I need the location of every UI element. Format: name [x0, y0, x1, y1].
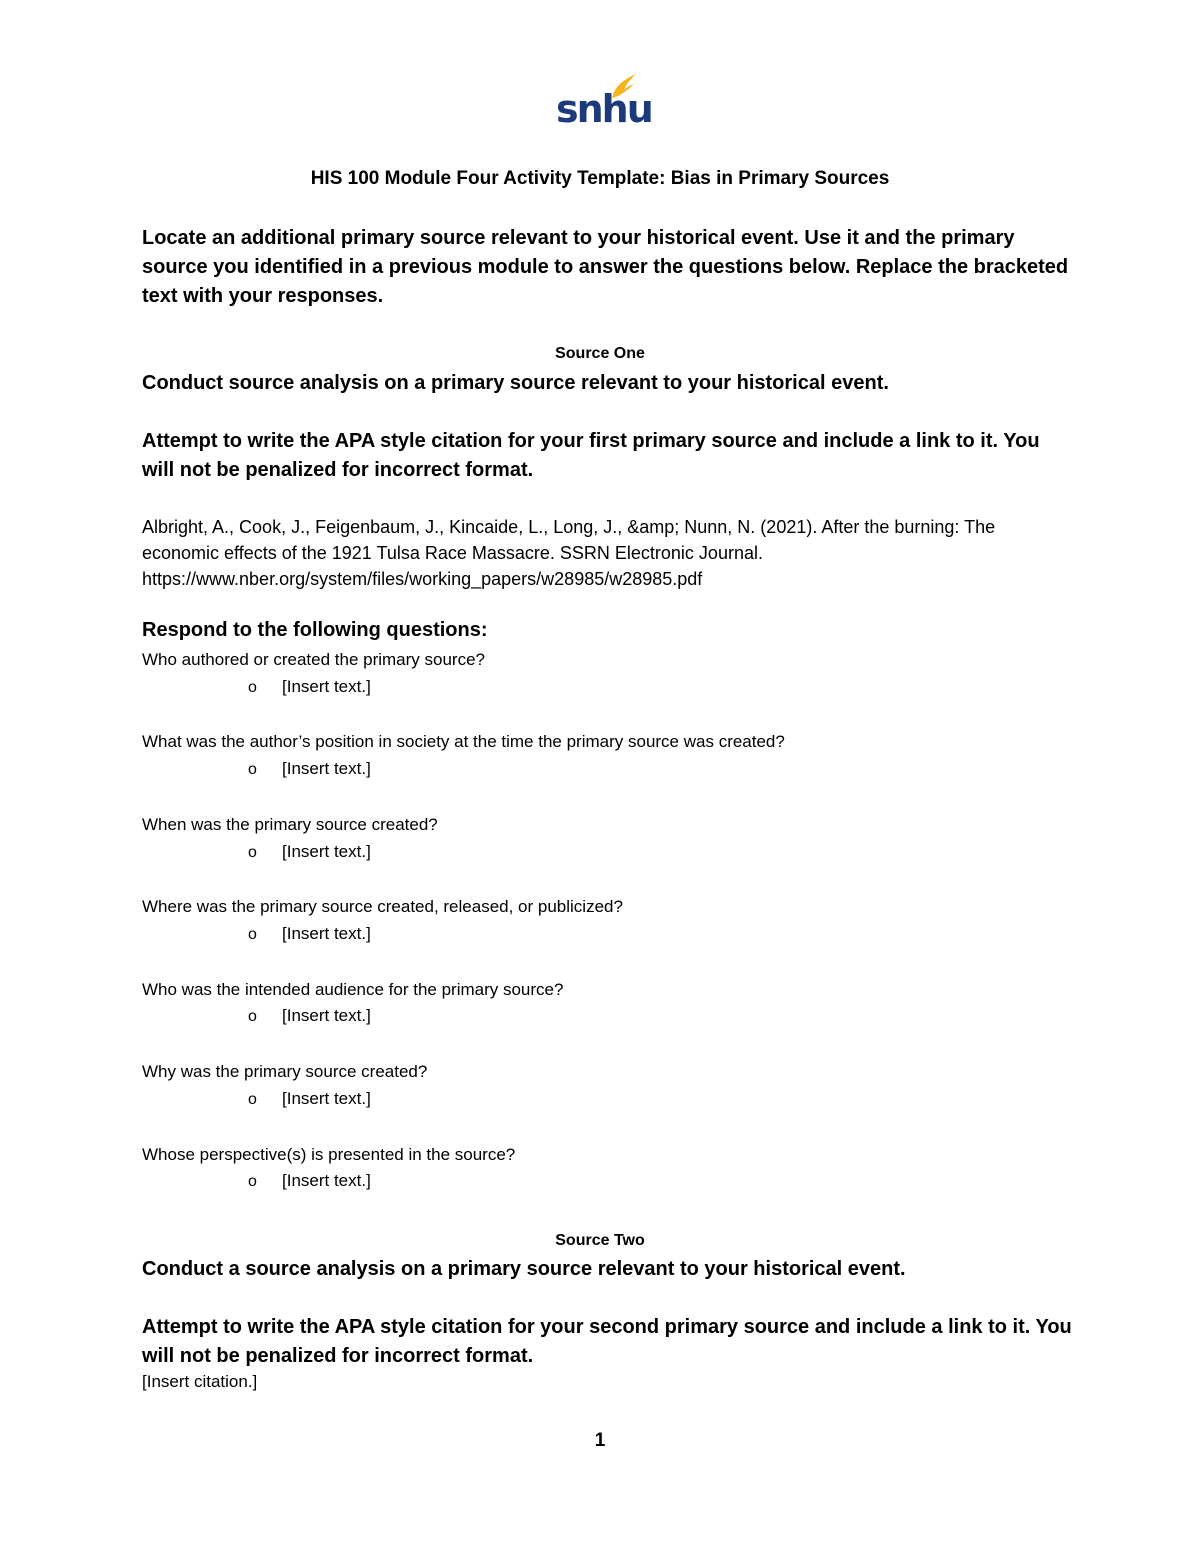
answer-placeholder[interactable]: [Insert text.]	[282, 924, 371, 943]
question-text: When was the primary source created?	[142, 815, 438, 834]
answer-placeholder[interactable]: [Insert text.]	[282, 1089, 371, 1108]
answer-placeholder[interactable]: [Insert text.]	[282, 759, 371, 778]
answer-item	[248, 677, 371, 697]
answer-item	[248, 759, 371, 779]
logo-text: snhu	[556, 87, 652, 131]
document-title: HIS 100 Module Four Activity Template: Bias in Primary Sources	[310, 168, 890, 189]
bullet: o	[248, 926, 257, 943]
question-text: What was the author’s position in society at the time the primary source was created?	[142, 732, 785, 751]
bullet: o	[248, 679, 257, 696]
answer-item	[248, 842, 371, 862]
citation-link[interactable]: https://www.nber.org/system/files/working_papers/w28985/w28985.pdf	[142, 569, 703, 589]
source-two-heading: Source Two	[555, 1232, 645, 1249]
question-text: Who was the intended audience for the primary source?	[142, 980, 564, 999]
citation-line: Albright, A., Cook, J., Feigenbaum, J., Kincaide, L., Long, J., &amp; Nunn, N. (2021). After the burning: The	[142, 517, 996, 537]
bullet: o	[248, 1091, 257, 1108]
source-one-heading: Source One	[555, 345, 645, 362]
answer-placeholder[interactable]: [Insert text.]	[282, 677, 371, 696]
page-number: 1	[594, 1430, 606, 1451]
source-two-citation-prompt: Attempt to write the APA style citation for your second primary source and include a link to it. You will not be penalized for incorrect format.	[142, 1316, 1072, 1367]
answer-item	[248, 1006, 371, 1026]
question-text: Where was the primary source created, released, or publicized?	[142, 897, 623, 916]
answer-placeholder[interactable]: [Insert text.]	[282, 1006, 371, 1025]
source-one-instruction: Conduct source analysis on a primary source relevant to your historical event.	[142, 372, 889, 394]
flame-icon	[608, 72, 638, 102]
answer-item	[248, 924, 371, 944]
question-text: Why was the primary source created?	[142, 1062, 428, 1081]
respond-heading: Respond to the following questions:	[142, 619, 488, 641]
source-one-citation	[142, 514, 1082, 592]
citation-line: economic effects of the 1921 Tulsa Race Massacre. SSRN Electronic Journal.	[142, 543, 763, 563]
answer-placeholder[interactable]: [Insert text.]	[282, 1171, 371, 1190]
bullet: o	[248, 1173, 257, 1190]
bullet: o	[248, 1008, 257, 1025]
question-text: Whose perspective(s) is presented in the source?	[142, 1145, 516, 1164]
answer-item	[248, 1089, 371, 1109]
snhu-logo	[552, 72, 652, 134]
source-two-instruction: Conduct a source analysis on a primary source relevant to your historical event.	[142, 1258, 906, 1280]
citation-placeholder[interactable]: [Insert citation.]	[142, 1372, 258, 1391]
answer-placeholder[interactable]: [Insert text.]	[282, 842, 371, 861]
source-one-citation-prompt: Attempt to write the APA style citation for your first primary source and include a link to it. You will not be penalized for incorrect format.	[142, 430, 1040, 481]
question-text: Who authored or created the primary source?	[142, 650, 486, 669]
answer-item	[248, 1171, 371, 1191]
intro-instructions: Locate an additional primary source relevant to your historical event. Use it and the primary source you identified in a previous module to answer the questions below. Replace the bracketed text with your responses.	[142, 227, 1069, 307]
bullet: o	[248, 761, 257, 778]
bullet: o	[248, 844, 257, 861]
